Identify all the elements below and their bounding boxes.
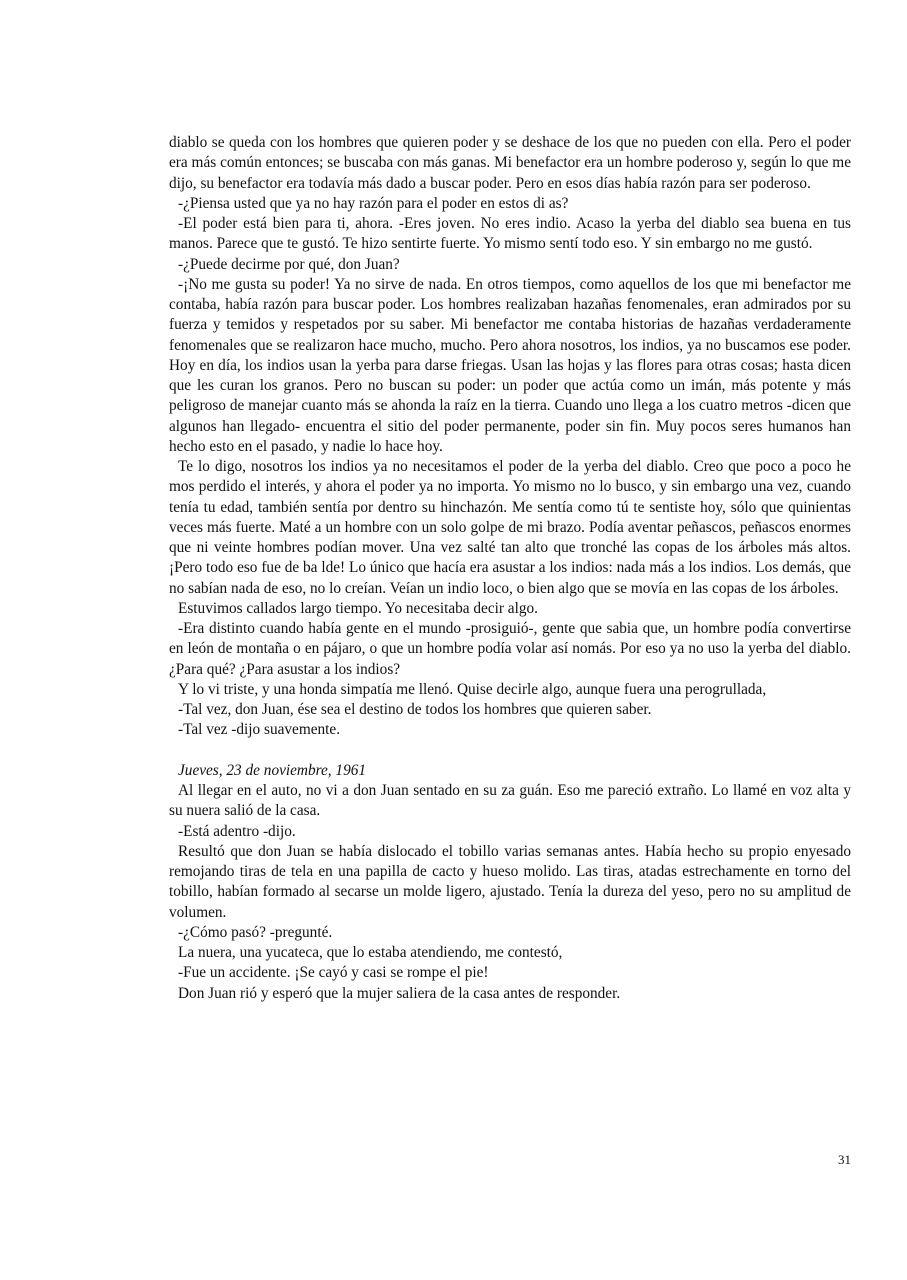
date-heading: Jueves, 23 de noviembre, 1961 xyxy=(178,761,367,779)
blank-line xyxy=(169,741,851,761)
paragraph: -El poder está bien para ti, ahora. -Eres joven. No eres indio. Acaso la yerba del diablo sea buena en tus manos. Parece que te gustó. Te hizo sentirte fuerte. Yo mismo sentí todo eso. Y sin embargo no me gustó. xyxy=(169,215,851,253)
paragraph: diablo se queda con los hombres que quieren poder y se deshace de los que no pueden con ella. Pero el poder era más común entonces; se buscaba con más ganas. Mi benefactor era un hombre poderoso y, según lo que me dijo, su benefactor era todavía más dado a buscar poder. Pero en esos días había razón para ser poderoso. xyxy=(169,134,851,192)
paragraph: Al llegar en el auto, no vi a don Juan sentado en su za guán. Eso me pareció extraño. Lo llamé en voz alta y su nuera salió de la casa. xyxy=(169,782,851,820)
paragraph: La nuera, una yucateca, que lo estaba atendiendo, me contestó, xyxy=(178,944,563,961)
paragraph: Estuvimos callados largo tiempo. Yo necesitaba decir algo. xyxy=(178,599,538,617)
paragraph: Don Juan rió y esperó que la mujer saliera de la casa antes de responder. xyxy=(178,984,621,1002)
paragraph: -Fue un accidente. ¡Se cayó y casi se rompe el pie! xyxy=(178,964,489,982)
paragraph: -¿Puede decirme por qué, don Juan? xyxy=(178,255,400,273)
page-number: 31 xyxy=(838,1152,851,1167)
paragraph: -Está adentro -dijo. xyxy=(178,822,296,840)
paragraph: Te lo digo, nosotros los indios ya no necesitamos el poder de la yerba del diablo. Creo que poco a poco he mos perdido el interés, y ahora el poder ya no importa. Yo mismo no lo busco, y sin embargo una vez, cuando tenía tu edad, también sentía por dentro su hinchazón. Me sentía como tú te sentiste hoy, sólo que quinientas veces más fuerte. Maté a un hombre con un solo golpe de mi brazo. Podía aventar peñascos, peñascos enormes que ni veinte hombres podían mover. Una vez salté tan alto que tronché las copas de los árboles más altos. ¡Pero todo eso fue de ba lde! Lo único que hacía era asustar a los indios: nada más a los indios. Los demás, que no sabían nada de eso, no lo creían. Veían un indio loco, o bien algo que se movía en las copas de los árboles. xyxy=(169,458,851,597)
body-text xyxy=(169,133,851,1004)
paragraph: -Tal vez, don Juan, ése sea el destino de todos los hombres que quieren saber. xyxy=(178,701,652,718)
paragraph: Resultó que don Juan se había dislocado el tobillo varias semanas antes. Había hecho su propio enyesado remojando tiras de tela en una papilla de cacto y hueso molido. Las tiras, atadas estrechamente en torno del tobillo, habían formado al secarse un molde ligero, ajustado. Tenía la dureza del yeso, pero no su amplitud de volumen. xyxy=(169,842,851,921)
paragraph: -Era distinto cuando había gente en el mundo -prosiguió-, gente que sabia que, un hombre podía convertirse en león de montaña o en pájaro, o que un hombre podía volar así nomás. Por eso ya no uso la yerba del diablo. ¿Para qué? ¿Para asustar a los indios? xyxy=(169,620,851,678)
paragraph: -¿Cómo pasó? -pregunté. xyxy=(178,923,333,941)
paragraph: -Tal vez -dijo suavemente. xyxy=(178,721,341,739)
paragraph: Y lo vi triste, y una honda simpatía me llenó. Quise decirle algo, aunque fuera una perogrullada, xyxy=(178,680,767,698)
paragraph: -¡No me gusta su poder! Ya no sirve de nada. En otros tiempos, como aquellos de los que mi benefactor me contaba, había razón para buscar poder. Los hombres realizaban hazañas fenomenales, eran admirados por su fuerza y temidos y respetados por su saber. Mi benefactor me contaba historias de hazañas verdaderamente fenomenales que se realizaron hace mucho, mucho. Pero ahora nosotros, los indios, ya no buscamos ese poder. Hoy en día, los indios usan la yerba para darse friegas. Usan las hojas y las flores para otras cosas; hasta dicen que les curan los granos. Pero no buscan su poder: un poder que actúa como un imán, más potente y más peligroso de manejar cuanto más se ahonda la raíz en la tierra. Cuando uno llega a los cuatro metros -dicen que algunos han llegado- encuentra el sitio del poder permanente, poder sin fin. Muy pocos seres humanos han hecho esto en el pasado, y nadie lo hace hoy. xyxy=(169,275,851,455)
paragraph: -¿Piensa usted que ya no hay razón para el poder en estos di as? xyxy=(178,194,569,212)
